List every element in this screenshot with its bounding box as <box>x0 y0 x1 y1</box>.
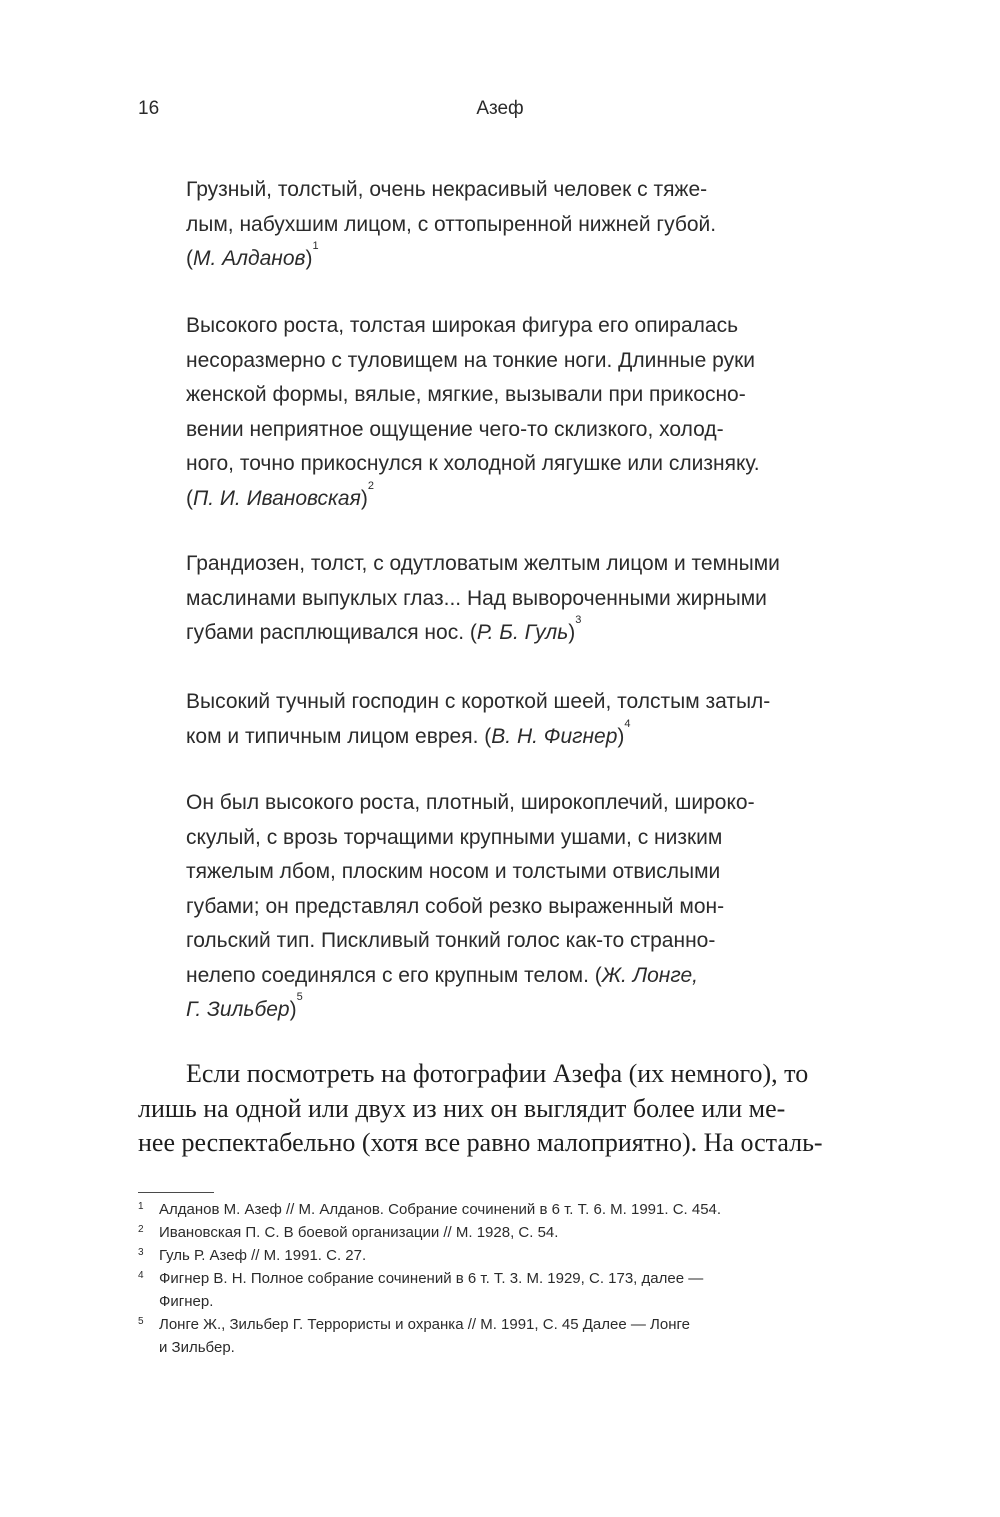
footnote <box>138 1313 858 1359</box>
quote-source: Г. Зильбер <box>186 998 290 1021</box>
footnote-text: Гуль Р. Азеф // М. 1991. С. 27. <box>159 1247 367 1264</box>
quote-attribution: Г. Зильбер)$^5$ <box>186 991 303 1021</box>
footnote-ref: 2 <box>367 479 374 492</box>
quote-attribution: ком и типичным лицом еврея. (В. Н. Фигнер)$^4$ <box>186 717 631 748</box>
footnote-divider <box>138 1192 214 1193</box>
quote-attribution: губами расплющивался нос. (Р. Б. Гуль)$^3$ <box>186 614 582 644</box>
quote-line: несоразмерно с туловищем на тонкие ноги. Длинные руки <box>186 348 756 372</box>
quote-line: нелепо соединялся с его крупным телом. (Ж. Лонге, <box>186 963 698 987</box>
quote-line: Высокий тучный господин с короткой шеей, толстым затыл- <box>186 690 771 713</box>
quote-block <box>186 173 716 277</box>
page-number: 16 <box>138 98 160 119</box>
footnote-number: 5 <box>138 1316 144 1327</box>
footnote-ref: 4 <box>624 717 631 730</box>
footnote-text: Ивановская П. С. В боевой организации // М. 1928, С. 54. <box>159 1224 559 1241</box>
quote-attribution: (П. И. Ивановская)$^2$ <box>186 479 374 510</box>
body-paragraph <box>138 1057 823 1161</box>
footnote-number: 3 <box>138 1247 144 1258</box>
body-line: лишь на одной или двух из них он выглядит более или ме- <box>138 1093 786 1123</box>
quote-line: губами расплющивался нос. <box>186 621 470 644</box>
quote-block <box>186 786 755 1028</box>
footnote-ref: 3 <box>575 614 582 626</box>
quote-line: ком и типичным лицом еврея. <box>186 724 485 748</box>
quote-attribution: (М. Алданов)$^1$ <box>186 240 319 270</box>
footnote <box>138 1198 858 1221</box>
footnote <box>138 1267 858 1313</box>
quote-block <box>186 685 770 754</box>
body-line: Если посмотреть на фотографии Азефа (их немного), то <box>186 1059 809 1088</box>
footnote <box>138 1221 858 1244</box>
quote-line: вении неприятное ощущение чего-то склизкого, холод- <box>186 417 724 441</box>
quote-block <box>186 309 760 516</box>
quote-line: Он был высокого роста, плотный, широкоплечий, широко- <box>186 791 755 814</box>
quote-source: П. И. Ивановская <box>193 486 361 510</box>
footnote-number: 2 <box>138 1224 144 1235</box>
footnote-text: и Зильбер. <box>159 1339 235 1356</box>
quote-line: тяжелым лбом, плоским носом и толстыми отвислыми <box>186 860 721 883</box>
quote-line: маслинами выпуклых глаз... Над вывороченными жирными <box>186 586 767 610</box>
running-title: Азеф <box>476 98 524 119</box>
footnote-text: Фигнер В. Н. Полное собрание сочинений в 6 т. Т. 3. М. 1929, С. 173, далее — <box>159 1270 704 1287</box>
quote-block <box>186 547 780 651</box>
quote-line: ного, точно прикоснулся к холодной лягушке или слизняку. <box>186 452 760 475</box>
footnote <box>138 1244 858 1267</box>
quote-line: губами; он представлял собой резко выраженный мон- <box>186 894 725 918</box>
footnote-number: 4 <box>138 1270 144 1281</box>
quote-line: лым, набухшим лицом, с оттопыренной нижней губой. <box>186 212 717 236</box>
quote-source: Р. Б. Гуль <box>476 621 569 644</box>
quote-line: Грузный, толстый, очень некрасивый человек с тяже- <box>186 178 708 201</box>
footnote-text: Лонге Ж., Зильбер Г. Террористы и охранка // М. 1991, С. 45 Далее — Лонге <box>159 1316 690 1333</box>
footnote-text: Алданов М. Азеф // М. Алданов. Собрание сочинений в 6 т. Т. 6. М. 1991. С. 454. <box>159 1201 722 1218</box>
quote-line: женской формы, вялые, мягкие, вызывали при прикосно- <box>186 383 746 406</box>
footnotes <box>138 1198 858 1359</box>
quote-line: Высокого роста, толстая широкая фигура его опиралась <box>186 314 739 337</box>
body-line: нее респектабельно (хотя все равно малоприятно). На осталь- <box>138 1128 823 1157</box>
quote-line: Грандиозен, толст, с одутловатым желтым лицом и темными <box>186 552 780 575</box>
quote-line: нелепо соединялся с его крупным телом. <box>186 963 595 987</box>
footnote-number: 1 <box>138 1201 144 1212</box>
footnote-ref: 1 <box>312 240 319 252</box>
quote-source: В. Н. Фигнер <box>491 724 618 748</box>
footnote-text: Фигнер. <box>159 1293 214 1310</box>
quote-line: гольский тип. Пискливый тонкий голос как-то странно- <box>186 929 716 952</box>
quote-source: Ж. Лонге, <box>601 963 698 987</box>
quote-line: скулый, с врозь торчащими крупными ушами, с низким <box>186 825 723 849</box>
footnote-ref: 5 <box>296 991 303 1003</box>
quote-source: М. Алданов <box>193 247 306 270</box>
